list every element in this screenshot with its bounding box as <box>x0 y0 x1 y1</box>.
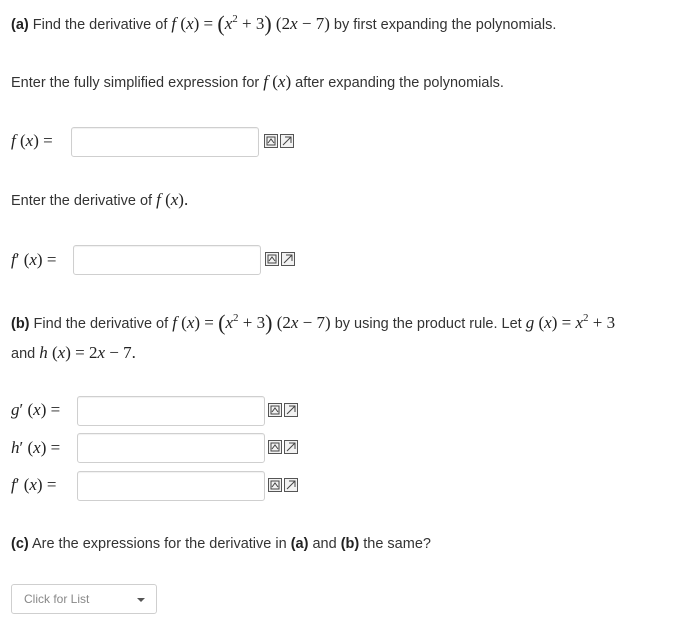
fx-row <box>11 131 53 151</box>
part-c-label: (c) <box>11 536 29 552</box>
instruction-derivative <box>11 190 188 211</box>
part-c-prompt-post: the same? <box>363 536 431 552</box>
gprime-row <box>11 400 60 420</box>
part-c-prompt-pre: Are the expressions for the derivative in <box>31 536 287 552</box>
help-icon[interactable] <box>281 252 295 266</box>
part-b-prompt-line2 <box>11 343 136 364</box>
preview-icon[interactable] <box>264 134 278 148</box>
help-icon[interactable] <box>284 440 298 454</box>
gprime-tools <box>268 403 298 417</box>
part-a-label: (a) <box>11 17 29 33</box>
part-b-prompt <box>11 310 616 335</box>
fprime-b-tools <box>268 478 298 492</box>
part-b-g-def: g $(x) = x^2 + 3$ <box>525 312 616 332</box>
hprime-label: h′ (x) = <box>11 438 61 457</box>
instruction-derivative-fx: f (x). <box>156 190 189 209</box>
preview-icon[interactable] <box>268 478 282 492</box>
fprime-b-row <box>11 475 56 495</box>
fprime-a-input[interactable] <box>73 245 261 275</box>
help-icon[interactable] <box>280 134 294 148</box>
instruction-expand-post: after expanding the polynomials. <box>295 75 504 91</box>
part-c-prompt <box>11 534 431 554</box>
part-a-function: f $(x) = (x^2 + 3) (2x - 7)$ <box>171 11 330 36</box>
part-b-prompt-mid: by using the product rule. Let <box>334 316 522 332</box>
fprime-b-label: f′ (x) = <box>11 475 57 494</box>
part-c-ref-a: (a) <box>290 536 309 552</box>
fprime-a-label: f′ (x) = <box>11 250 57 269</box>
part-c-and: and <box>312 536 337 552</box>
preview-icon[interactable] <box>268 403 282 417</box>
gprime-input[interactable] <box>77 396 265 426</box>
part-b-and: and <box>11 346 36 362</box>
fx-tools <box>264 134 294 148</box>
fprime-a-tools <box>265 252 295 266</box>
instruction-expand-fx: f (x) <box>263 72 292 91</box>
part-a-prompt-pre: Find the derivative of <box>32 17 168 33</box>
answer-dropdown[interactable] <box>11 584 157 614</box>
part-a-prompt-post: by first expanding the polynomials. <box>333 17 557 33</box>
hprime-tools <box>268 440 298 454</box>
part-b-function: f $(x) = (x^2 + 3) (2x - 7)$ <box>172 310 331 335</box>
hprime-row <box>11 438 60 458</box>
gprime-label: g′ (x) = <box>11 400 61 419</box>
fprime-b-input[interactable] <box>77 471 265 501</box>
part-c-ref-b: (b) <box>340 536 360 552</box>
caret-down-icon <box>137 598 145 602</box>
fx-label: f (x) = <box>11 131 53 150</box>
help-icon[interactable] <box>284 403 298 417</box>
fprime-a-row <box>11 250 56 270</box>
instruction-derivative-pre: Enter the derivative of <box>11 193 153 209</box>
hprime-input[interactable] <box>77 433 265 463</box>
instruction-expand <box>11 72 504 93</box>
part-b-prompt-pre: Find the derivative of <box>33 316 169 332</box>
preview-icon[interactable] <box>268 440 282 454</box>
part-b-h-def: h (x) = 2x − 7. <box>39 343 136 362</box>
fx-input[interactable] <box>71 127 259 157</box>
part-b-label: (b) <box>11 316 30 332</box>
help-icon[interactable] <box>284 478 298 492</box>
part-a-prompt <box>11 11 557 36</box>
instruction-expand-pre: Enter the fully simplified expression for <box>11 75 260 91</box>
preview-icon[interactable] <box>265 252 279 266</box>
dropdown-placeholder: Click for List <box>24 592 90 606</box>
